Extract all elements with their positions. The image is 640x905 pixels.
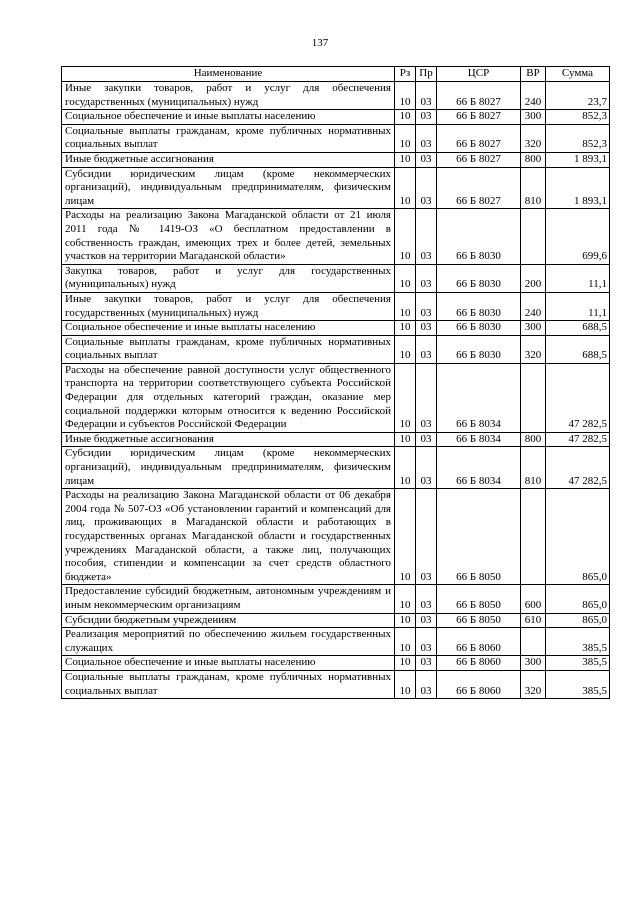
cell-sum: 688,5 (546, 335, 610, 363)
cell-rz: 10 (395, 152, 416, 167)
cell-pr: 03 (416, 321, 437, 336)
cell-vr (521, 489, 546, 585)
table-row (62, 628, 610, 656)
cell-rz: 10 (395, 585, 416, 613)
cell-sum: 699,6 (546, 209, 610, 264)
cell-name: Социальное обеспечение и иные выплаты населению (62, 321, 395, 336)
cell-csr: 66 Б 8030 (437, 209, 521, 264)
cell-csr: 66 Б 8027 (437, 110, 521, 125)
cell-sum: 385,5 (546, 670, 610, 698)
cell-pr: 03 (416, 110, 437, 125)
cell-pr: 03 (416, 489, 437, 585)
cell-pr: 03 (416, 628, 437, 656)
cell-vr: 300 (521, 656, 546, 671)
cell-sum: 865,0 (546, 585, 610, 613)
cell-rz: 10 (395, 292, 416, 320)
cell-rz: 10 (395, 82, 416, 110)
cell-rz: 10 (395, 613, 416, 628)
header-sum: Сумма (546, 67, 610, 82)
cell-name: Субсидии юридическим лицам (кроме некоммерческих организаций), индивидуальным предпринимателям, физическим лицам (62, 447, 395, 489)
table-row (62, 292, 610, 320)
table-body (62, 82, 610, 699)
cell-csr: 66 Б 8030 (437, 292, 521, 320)
cell-name: Предоставление субсидий бюджетным, автономным учреждениям и иным некоммерческим организациям (62, 585, 395, 613)
cell-csr: 66 Б 8034 (437, 363, 521, 432)
cell-pr: 03 (416, 124, 437, 152)
cell-pr: 03 (416, 167, 437, 209)
cell-sum: 852,3 (546, 124, 610, 152)
cell-rz: 10 (395, 335, 416, 363)
cell-csr: 66 Б 8030 (437, 321, 521, 336)
cell-csr: 66 Б 8060 (437, 628, 521, 656)
cell-vr: 320 (521, 670, 546, 698)
cell-rz: 10 (395, 656, 416, 671)
cell-csr: 66 Б 8034 (437, 447, 521, 489)
table-row (62, 82, 610, 110)
cell-vr: 200 (521, 264, 546, 292)
cell-rz: 10 (395, 110, 416, 125)
cell-pr: 03 (416, 656, 437, 671)
cell-sum: 47 282,5 (546, 447, 610, 489)
cell-name: Расходы на реализацию Закона Магаданской области от 06 декабря 2004 года № 507-ОЗ «Об установлении гарантий и компенсаций для лиц, проживающих в Магаданской области и работающих в государственных органах Магаданской области и государственных учреждениях Магаданской области, а также лиц, получающих пособия, стипендии и компенсации за счет средств областного бюджета» (62, 489, 395, 585)
cell-sum: 865,0 (546, 489, 610, 585)
table-row (62, 656, 610, 671)
table-row (62, 363, 610, 432)
cell-vr: 300 (521, 110, 546, 125)
cell-vr (521, 363, 546, 432)
cell-sum: 1 893,1 (546, 152, 610, 167)
cell-sum: 865,0 (546, 613, 610, 628)
cell-pr: 03 (416, 335, 437, 363)
cell-sum: 688,5 (546, 321, 610, 336)
cell-pr: 03 (416, 670, 437, 698)
cell-name: Закупка товаров, работ и услуг для государственных (муниципальных) нужд (62, 264, 395, 292)
cell-sum: 47 282,5 (546, 432, 610, 447)
cell-vr: 240 (521, 82, 546, 110)
cell-name: Иные закупки товаров, работ и услуг для обеспечения государственных (муниципальных) нужд (62, 82, 395, 110)
cell-vr: 800 (521, 152, 546, 167)
cell-pr: 03 (416, 209, 437, 264)
table-row (62, 432, 610, 447)
cell-rz: 10 (395, 167, 416, 209)
cell-name: Иные бюджетные ассигнования (62, 152, 395, 167)
table-row (62, 209, 610, 264)
cell-rz: 10 (395, 363, 416, 432)
cell-rz: 10 (395, 432, 416, 447)
cell-pr: 03 (416, 447, 437, 489)
cell-name: Субсидии бюджетным учреждениям (62, 613, 395, 628)
table-row (62, 152, 610, 167)
table-row (62, 585, 610, 613)
header-vr: ВР (521, 67, 546, 82)
cell-csr: 66 Б 8034 (437, 432, 521, 447)
cell-pr: 03 (416, 432, 437, 447)
cell-sum: 23,7 (546, 82, 610, 110)
table-row (62, 613, 610, 628)
table-row (62, 489, 610, 585)
cell-name: Иные бюджетные ассигнования (62, 432, 395, 447)
cell-vr: 800 (521, 432, 546, 447)
cell-rz: 10 (395, 124, 416, 152)
cell-sum: 385,5 (546, 628, 610, 656)
cell-pr: 03 (416, 152, 437, 167)
cell-csr: 66 Б 8060 (437, 670, 521, 698)
cell-vr: 320 (521, 124, 546, 152)
cell-pr: 03 (416, 585, 437, 613)
cell-vr (521, 209, 546, 264)
table-row (62, 447, 610, 489)
cell-rz: 10 (395, 209, 416, 264)
cell-csr: 66 Б 8060 (437, 656, 521, 671)
table-row (62, 335, 610, 363)
page-number: 137 (311, 37, 329, 49)
cell-rz: 10 (395, 670, 416, 698)
cell-csr: 66 Б 8030 (437, 335, 521, 363)
cell-pr: 03 (416, 613, 437, 628)
cell-pr: 03 (416, 292, 437, 320)
cell-csr: 66 Б 8027 (437, 167, 521, 209)
cell-name: Социальное обеспечение и иные выплаты населению (62, 656, 395, 671)
cell-name: Реализация мероприятий по обеспечению жильем государственных служащих (62, 628, 395, 656)
cell-pr: 03 (416, 82, 437, 110)
cell-pr: 03 (416, 264, 437, 292)
cell-vr: 320 (521, 335, 546, 363)
header-pr: Пр (416, 67, 437, 82)
table-row (62, 321, 610, 336)
cell-csr: 66 Б 8050 (437, 613, 521, 628)
cell-sum: 47 282,5 (546, 363, 610, 432)
header-csr: ЦСР (437, 67, 521, 82)
table-header-row (62, 67, 610, 82)
cell-sum: 852,3 (546, 110, 610, 125)
header-rz: Рз (395, 67, 416, 82)
header-name: Наименование (62, 67, 395, 82)
cell-csr: 66 Б 8050 (437, 585, 521, 613)
table-row (62, 110, 610, 125)
cell-name: Расходы на реализацию Закона Магаданской области от 21 июля 2011 года № 1419-ОЗ «О бесплатном предоставлении в собственность граждан, имеющих трех и более детей, земельных участков на территории Магаданской области» (62, 209, 395, 264)
cell-csr: 66 Б 8027 (437, 124, 521, 152)
cell-name: Субсидии юридическим лицам (кроме некоммерческих организаций), индивидуальным предпринимателям, физическим лицам (62, 167, 395, 209)
cell-rz: 10 (395, 628, 416, 656)
cell-csr: 66 Б 8027 (437, 82, 521, 110)
cell-sum: 11,1 (546, 292, 610, 320)
table-row (62, 264, 610, 292)
budget-table (61, 66, 610, 699)
cell-vr: 600 (521, 585, 546, 613)
cell-csr: 66 Б 8050 (437, 489, 521, 585)
cell-rz: 10 (395, 447, 416, 489)
cell-rz: 10 (395, 489, 416, 585)
cell-name: Социальное обеспечение и иные выплаты населению (62, 110, 395, 125)
cell-vr: 810 (521, 447, 546, 489)
cell-name: Социальные выплаты гражданам, кроме публичных нормативных социальных выплат (62, 335, 395, 363)
cell-vr: 610 (521, 613, 546, 628)
cell-vr: 300 (521, 321, 546, 336)
cell-vr: 240 (521, 292, 546, 320)
cell-csr: 66 Б 8030 (437, 264, 521, 292)
cell-rz: 10 (395, 264, 416, 292)
table-row (62, 124, 610, 152)
cell-sum: 1 893,1 (546, 167, 610, 209)
table-row (62, 670, 610, 698)
cell-csr: 66 Б 8027 (437, 152, 521, 167)
cell-name: Социальные выплаты гражданам, кроме публичных нормативных социальных выплат (62, 670, 395, 698)
cell-rz: 10 (395, 321, 416, 336)
cell-sum: 385,5 (546, 656, 610, 671)
cell-vr: 810 (521, 167, 546, 209)
cell-name: Социальные выплаты гражданам, кроме публичных нормативных социальных выплат (62, 124, 395, 152)
cell-pr: 03 (416, 363, 437, 432)
cell-sum: 11,1 (546, 264, 610, 292)
cell-vr (521, 628, 546, 656)
cell-name: Иные закупки товаров, работ и услуг для обеспечения государственных (муниципальных) нужд (62, 292, 395, 320)
cell-name: Расходы на обеспечение равной доступности услуг общественного транспорта на территории соответствующего субъекта Российской Федерации для отдельных категорий граждан, оказание мер социальной поддержки которым относится к ведению Российской Федерации и субъектов Российской Федерации (62, 363, 395, 432)
table-row (62, 167, 610, 209)
